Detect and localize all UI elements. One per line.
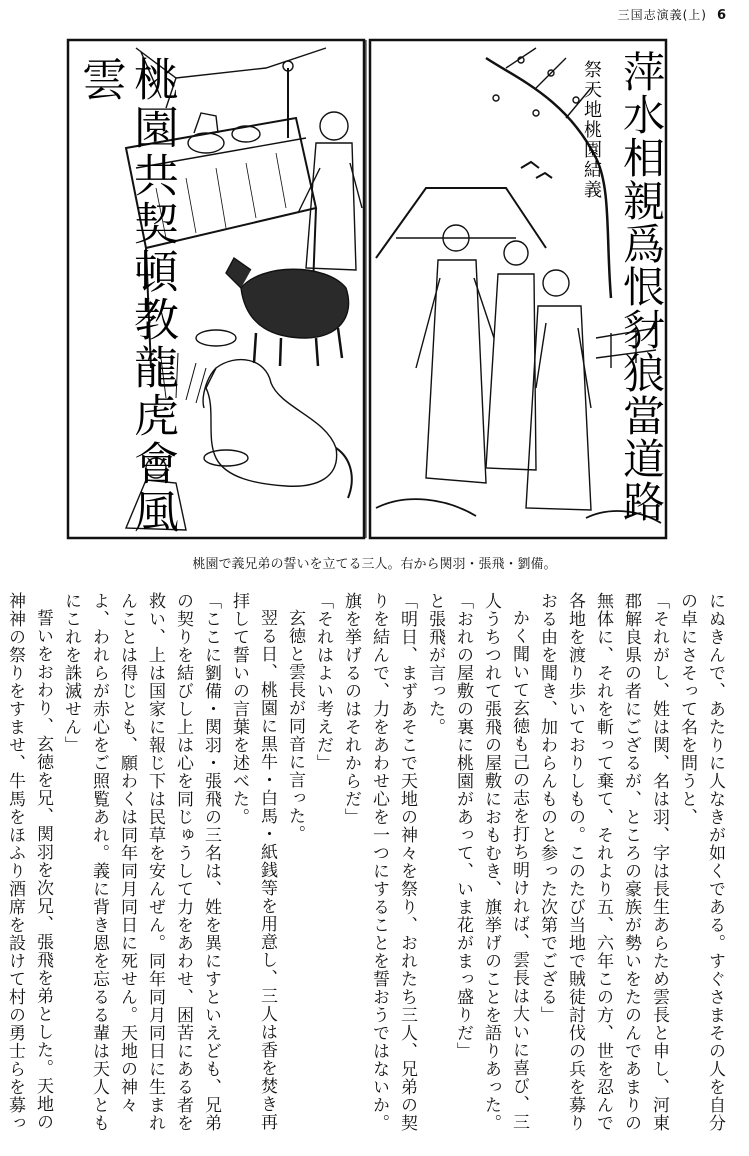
right-panel-title: 萍水相親爲恨豺狼當道路	[617, 50, 666, 523]
running-header	[618, 6, 727, 23]
paragraph: 玄徳と雲長が同音に言った。	[285, 609, 305, 843]
paragraph: と張飛が言った。	[425, 592, 445, 736]
paragraph: かく聞いて玄徳も己の志を打ち明ければ、雲長は大いに喜び、三人うちつれて張飛の屋敷におもむき、旗挙げのことを語りあった。	[481, 592, 529, 1132]
body-text	[5, 592, 729, 1144]
book-title: 三国志演義(上)	[617, 8, 707, 22]
page-number: 6	[716, 8, 727, 23]
left-panel-title: 桃園共契頓教龍虎會風雲	[74, 56, 179, 536]
paragraph: 「それはよい考えだ」	[313, 592, 333, 772]
right-panel-subtitle: 祭天地桃園結義	[581, 60, 602, 200]
paragraph: 翌る日、桃園に黒牛・白馬・紙銭等を用意し、三人は香を焚き再拝して誓いの言葉を述べた。	[229, 592, 277, 1131]
illustration-caption: 桃園で義兄弟の誓いを立てる三人。右から関羽・張飛・劉備。	[192, 557, 557, 572]
paragraph: 誓いをおわり、玄徳を兄、関羽を次兄、張飛を弟とした。天地の神神の祭りをすませ、牛馬をほふり酒席を設けて村の勇士らを募っ	[5, 592, 53, 1132]
woodblock-illustration	[66, 38, 668, 540]
paragraph: 「ここに劉備・関羽・張飛の三名は、姓を異にすといえども、兄弟の契りを結びし上は心を同じゅうして力をあわせ、困苦にある者を救い、上は国家に報じ下は民草を安んぜん。同年同月同日に生まれんことは得じとも、願わくは同年同月同日に死せん。天地の神々よ、われらが赤心をご照覧あれ。義に背き恩を忘るる輩は天人ともにこれを誅滅せん」	[61, 592, 221, 1132]
paragraph: にぬきんで、あたりに人なきが如くである。すぐさまその人を自分の卓にさそって名を問うと、	[677, 592, 725, 1132]
paragraph: 「明日、まずあそこで天地の神々を祭り、おれたち三人、兄弟の契りを結んで、力をあわせ心を一つにすることを誓おうではないか。旗を挙げるのはそれからだ」	[341, 592, 417, 1132]
paragraph: 「それがし、姓は関、名は羽、字は長生あらため雲長と申し、河東郡解良県の者にござるが、ところの豪族が勢いをたのんであまりの無体に、それを斬って棄て、それより五、六年この方、世を忍んで各地を渡り歩いておりしもの。このたび当地で賊徒討伐の兵を募りおる由を聞き、加わらんものと参った次第でござる」	[537, 592, 669, 1132]
paragraph: 「おれの屋敷の裏に桃園があって、いま花がまっ盛りだ」	[453, 592, 473, 1060]
